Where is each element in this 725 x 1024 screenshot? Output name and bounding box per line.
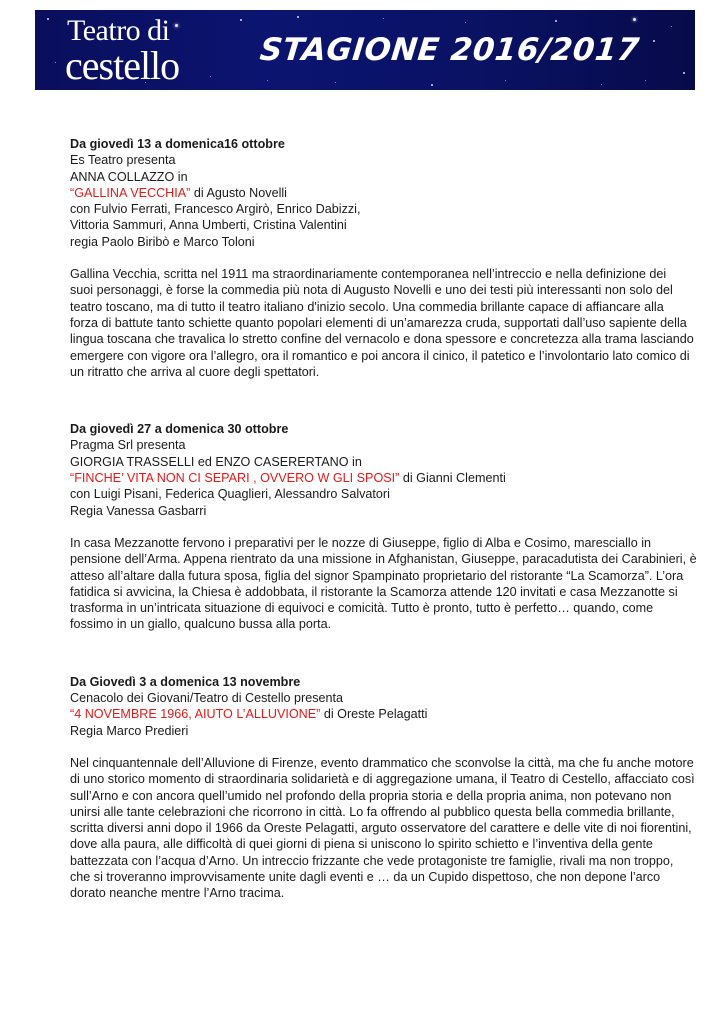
event-title-line [70,470,690,486]
logo-cestello: cestello [65,43,180,88]
description-line: battezzata con l’acqua d’Arno. Un intreccio frizzante che vede protagoniste tre famiglie, rivali ma non troppo, [70,853,674,868]
season-title: STAGIONE 2016/2017 [258,32,642,68]
description-line: unirsi alle tante celebrazioni che ricorrono in città. Lo fa offrendo al pubblico questa bella commedia brillante, [70,804,675,819]
logo-teatro-di: Teatro di [67,14,170,47]
description-line: fossimo in un giallo, qualcuno bussa alla porta. [70,617,332,632]
event-presenter: Cenacolo dei Giovani/Teatro di Cestello presenta [70,691,344,706]
description-line: sull’Arno e con ancora quell’umido nel profondo della propria storia e della propria anima, non potevano non [70,788,672,803]
event-presenter: Es Teatro presenta [70,153,176,168]
description-line: trasforma in un’intricata situazione di equivoci e comicità. Tutto è pronto, tutto è perfetto… quando, come [70,601,654,616]
event-4-novembre-1966 [70,674,695,902]
season-banner [35,10,695,90]
description-line: fatidica si avvicina, la Chiesa è addobbata, il ristorante la Scamorza attende 120 invitati e casa Mezzanotte si [70,584,678,599]
description-line: In casa Mezzanotte fervono i preparativi per le nozze di Giuseppe, figlio di Alba e Cosimo, maresciallo in [70,535,652,550]
event-dates: Da giovedì 13 a domenica16 ottobre [70,137,285,151]
event-performer: GIORGIA TRASSELLI ed ENZO CASERERTANO in [70,454,362,469]
description-line: un ritratto che arriva al cuore degli spettatori. [70,364,320,379]
description-line: suoi personaggi, è forse la commedia più nota di Augusto Novelli e uno dei testi più interessanti non solo del [70,283,673,298]
description-line: Gallina Vecchia, scritta nel 1911 ma straordinariamente contemporanea nell’intreccio e nella definizione dei [70,267,667,282]
event-presenter: Pragma Srl presenta [70,438,186,453]
description-line: scritta diversi anni dopo il 1966 da Oreste Pelagatti, arguto osservatore del carattere e delle vite di noi fiorentini, [70,821,692,836]
description-line: che si troveranno improvvisamente unite dagli eventi e … da un Cupido dispettoso, che non depone l’arco [70,869,661,884]
event-cast-line: con Luigi Pisani, Federica Quaglieri, Alessandro Salvatori [70,487,390,502]
event-description [70,535,697,633]
event-dates: Da Giovedì 3 a domenica 13 novembre [70,674,301,689]
event-description [70,266,694,380]
event-direction: Regia Marco Predieri [70,723,189,738]
event-author: di Gianni Clementi [399,471,506,486]
description-line: emergere con vigore ora l’allegro, ora il romantico e poi ancora il cinico, il patetico e l’involontario lato comico di [70,348,690,363]
event-performer: ANNA COLLAZZO in [70,169,188,184]
description-line: lingua toscana che travalica lo stretto confine del vernacolo e dona spessore e concretezza alla trama lasciando [70,332,694,347]
description-line: dove alla paura, alle difficoltà di quei giorni di piena si uniscono lo spirito schietto e l’inventiva della gente [70,837,653,852]
event-direction: Regia Vanessa Gasbarri [70,503,207,518]
event-cast-line: con Fulvio Ferrati, Francesco Argirò, Enrico Dabizzi, [70,202,361,217]
event-title: “4 NOVEMBRE 1966, AIUTO L’ALLUVIONE” [70,707,321,722]
event-description [70,755,695,902]
event-cast-line: Vittoria Sammuri, Anna Umberti, Cristina Valentini [70,218,347,233]
description-line: Nel cinquantennale dell’Alluvione di Firenze, evento drammatico che sconvolse la città, ma che fu anche motore [70,755,694,770]
description-line: teatro toscano, ma di tutto il teatro italiano d'inizio secolo. Una commedia brillante capace di affiancare alla [70,299,664,314]
event-title-line [70,706,690,722]
event-title: “GALLINA VECCHIA” [70,185,191,200]
event-author: di Oreste Pelagatti [320,707,428,722]
event-direction: regia Paolo Biribò e Marco Toloni [70,234,255,249]
description-line: di uno storico momento di straordinaria solidarietà e di aggregazione umana, il Teatro di Cestello, affacciato così [70,772,695,787]
event-finche-vita [70,421,697,633]
program-content [70,136,697,902]
event-gallina-vecchia [70,136,694,380]
event-title: “FINCHE’ VITA NON CI SEPARI , OVVERO W GLI SPOSI” [70,471,400,486]
description-line: forza di battute tanto schiette quanto popolari elementi di un’amarezza cruda, supportati dall’uso sapiente della [70,315,687,330]
event-author: di Agusto Novelli [190,185,287,200]
description-line: dorato neanche mentre l’Arno tracima. [70,886,285,901]
description-line: atteso all’altare dalla futura sposa, figlia del signor Spampinato proprietario del ristorante “La Scamorza”. L’ora [70,568,684,583]
event-title-line [70,185,690,201]
event-dates: Da giovedì 27 a domenica 30 ottobre [70,422,289,437]
description-line: pensione dell’Arma. Appena rientrato da una missione in Afghanistan, Giuseppe, paracadutista dei Carabinieri, è [70,552,697,567]
